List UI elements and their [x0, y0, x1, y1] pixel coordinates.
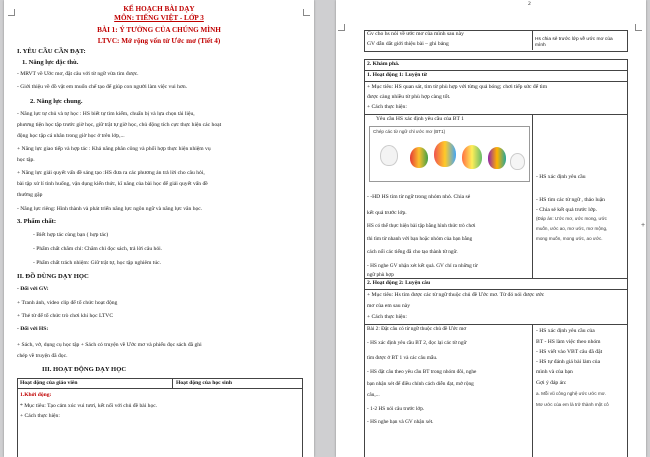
margin-corner-mark: [635, 24, 642, 31]
text-line: + Cách thực hiện:: [367, 314, 407, 320]
balloon-icon: [462, 145, 482, 169]
text-line: - HS xác định yêu cầu: [536, 174, 586, 180]
section-heading: II. ĐỒ DÙNG DẠY HỌC: [17, 273, 89, 280]
period-title: LTVC: Mở rộng vốn từ Ước mơ (Tiết 4): [97, 37, 221, 45]
text-line: được càng nhiều từ phù hợp càng tốt.: [367, 94, 451, 100]
lesson-title: BÀI 1: Ý TƯỞNG CỦA CHÚNG MÌNH: [97, 26, 221, 34]
add-page-handle-icon[interactable]: +: [641, 222, 646, 229]
text-line: - -HD HS tìm từ ngữ trong nhóm nhỏ. Chia sẻ: [367, 194, 471, 200]
text-line: mong muốn, mong ước, ao ước.: [536, 236, 603, 241]
text-line: bạn nhận xét để điều chỉnh cách diễn đạt, mở rộng: [367, 381, 474, 387]
table-divider: [364, 289, 627, 290]
text-line: - Biết hợp tác cùng bạn ( hợp tác): [33, 232, 109, 238]
text-line: động học tập cá nhân trong giờ học ở trên lớp,...: [17, 133, 125, 139]
warmup-heading: 1.Khởi động:: [20, 392, 52, 398]
text-line: - HS xác định yêu cầu BT 2, đọc lại các từ ngữ: [367, 340, 467, 346]
table-divider: [364, 278, 627, 279]
cloud-icon: [380, 145, 398, 166]
exercise-heading: Bài 2: Đặt câu có từ ngữ thuộc chủ đề Ước mơ: [367, 326, 467, 332]
subsection-heading: - Đối với HS:: [17, 326, 49, 332]
exercise-image-caption: Chép các từ ngữ chỉ ước mơ (BT1): [373, 129, 446, 134]
text-line: chép về truyện đã đọc.: [17, 353, 68, 359]
subsection-heading: 2. Năng lực chung.: [30, 98, 83, 105]
text-line: (Đáp án: Ước mơ, ước mong, ước: [536, 216, 607, 221]
text-line: Yêu cầu HS xác định yêu cầu của BT 1: [376, 116, 464, 122]
section-heading: III. HOẠT ĐỘNG DẠY HỌC: [42, 366, 127, 373]
table-divider: [172, 378, 173, 388]
text-line: + Mục tiêu: HS quan sát, tìm từ phù hợp với từng quả bóng; chơi tiếp sức để tìm: [367, 84, 548, 90]
text-line: câu,...: [367, 392, 380, 398]
section-heading: 2. Khám phá.: [367, 61, 400, 67]
activity-heading: 1. Hoạt động 1: Luyện từ: [367, 72, 427, 78]
table-divider: [532, 30, 533, 50]
text-line: + Năng lực giải quyết vấn đề sáng tạo :HS đưa ra các phương án trả lời cho câu hỏi,: [17, 170, 205, 176]
text-line: - MRVT về Ước mơ, đặt câu với từ ngữ vừa tìm được.: [17, 71, 139, 77]
text-line: * Mục tiêu: Tạo cảm xúc vui tươi, kết nối với chủ đề bài học.: [20, 403, 158, 409]
balloon-icon: [488, 147, 506, 169]
subject-title: MÔN: TIẾNG VIỆT - LỚP 3: [114, 14, 204, 22]
text-line: mơ của em sau này: [367, 303, 411, 309]
text-line: - HS tự đánh giá bài làm của: [536, 359, 601, 365]
text-line: thi tìm từ nhanh với bạn hoặc nhóm của bạn bằng: [367, 236, 473, 242]
text-line: - 1-2 HS nói câu trước lớp.: [367, 406, 425, 412]
margin-corner-mark: [338, 24, 345, 31]
subsection-heading: 3. Phẩm chất:: [17, 218, 57, 225]
text-line: - Phẩm chất chăm chỉ: Chăm chỉ đọc sách, trả lời câu hỏi.: [33, 246, 163, 252]
text-line: - HS viết vào VBT câu đã đặt: [536, 349, 603, 355]
text-line: Gợi ý đáp án:: [536, 380, 567, 386]
balloon-icon: [434, 141, 456, 167]
student-activity-text: Hs chia sẻ trước lớp về ước mơ của mình: [535, 37, 613, 48]
text-line: - Chia sẻ kết quả trước lớp.: [536, 207, 597, 213]
text-line: + Cách thực hiện:: [367, 104, 407, 110]
document-page-1: [4, 0, 314, 457]
table-divider: [364, 81, 627, 82]
text-line: Mơ ước của em là trở thành một cô: [536, 402, 609, 407]
text-line: Gv cho hs nói về ước mơ của mình sau này: [367, 31, 464, 37]
text-line: - HS tìm các từ ngữ , thảo luận: [536, 197, 605, 203]
text-line: BT - HS làm việc theo nhóm: [536, 339, 601, 345]
text-line: - Năng lực riêng: Hình thành và phát triển năng lực ngôn ngữ và năng lực văn học.: [17, 206, 203, 212]
cloud-icon: [510, 153, 525, 170]
text-line: + Cách thực hiện:: [20, 413, 60, 419]
text-line: tìm được ở BT 1 và các câu mẫu.: [367, 355, 438, 361]
table-header-student: Hoạt động của học sinh: [176, 380, 232, 386]
balloon-icon: [410, 147, 428, 168]
text-line: học tập.: [17, 157, 35, 163]
text-line: cách nối các tiếng đã cho tạo thành từ ngữ.: [367, 249, 458, 255]
text-line: - HS xác định yêu cầu của: [536, 328, 595, 334]
text-line: - Giới thiệu về đồ vật em muốn chế tạo để giúp con người làm việc vui hơn.: [17, 84, 188, 90]
text-line: + Tranh ảnh, video clip để tổ chức hoạt động: [17, 300, 118, 306]
text-line: + Năng lực giao tiếp và hợp tác : Khả năng phân công và phối hợp thực hiện nhiệm vụ: [17, 146, 211, 152]
text-line: + Thẻ từ để tổ chức trò chơi khi học LTVC: [17, 313, 114, 319]
subsection-heading: - Đối với GV:: [17, 286, 49, 292]
text-line: kết quả trước lớp.: [367, 210, 407, 216]
text-line: - HS đặt câu theo yêu cầu BT trong nhóm đôi, nghe: [367, 369, 477, 375]
exercise-image: [369, 126, 530, 182]
table-divider: [17, 388, 302, 389]
table-divider: [364, 114, 627, 115]
text-line: + Mục tiêu: Hs tìm được các từ ngữ thuộc chủ đề Ước mơ. Từ đó nói được ước: [367, 292, 545, 298]
text-line: phương tiện học tập trước giờ học, giữ trật tự giờ học, chủ động tích cực thực hiện các hoạt: [17, 122, 222, 128]
text-line: ngữ phù hợp: [367, 272, 394, 278]
plan-title: KẾ HOẠCH BÀI DẠY: [123, 5, 195, 13]
page-number: 2: [528, 1, 531, 7]
text-line: mình và của bạn: [536, 369, 573, 375]
text-line: bài tập xử lí tình huống, vận dụng kiến thức, kĩ năng của bài học để giải quyết vấn đề: [17, 181, 208, 187]
text-line: - Phẩm chất trách nhiệm: Giữ trật tự, học tập nghiêm túc.: [33, 260, 162, 266]
table-divider: [532, 324, 533, 457]
text-line: - HS nghe bạn và GV nhận xét.: [367, 419, 434, 425]
text-line: thường gặp: [17, 192, 43, 198]
table-divider: [364, 70, 627, 71]
document-page-2: [336, 0, 646, 457]
text-line: muốn, ước ao, mơ ước, mơ mộng,: [536, 226, 608, 231]
text-line: HS có thể thực hiện bài tập bằng hình thức trò chơi: [367, 223, 476, 229]
text-line: a. Mỗi vũ công nghệ ước ước mơ.: [536, 391, 607, 396]
table-divider: [364, 324, 627, 325]
text-line: - HS nghe GV nhận xét kết quả. GV chỉ ra những từ: [367, 263, 478, 269]
text-line: + Sách, vở, dụng cụ học tập + Sách có truyện về Ước mơ và phiếu đọc sách đã ghi: [17, 342, 202, 348]
table-header-teacher: Hoạt động của giáo viên: [20, 380, 78, 386]
text-line: - Năng lực tự chủ và tự học : HS biết tự tìm kiếm, chuẩn bị và lựa chọn tài liệu,: [17, 111, 195, 117]
text-line: GV dẫn dắt giới thiệu bài – ghi bảng: [367, 41, 449, 47]
table-divider: [532, 244, 533, 278]
activity-heading: 2. Hoạt động 2: Luyện câu: [367, 280, 431, 286]
subsection-heading: 1. Năng lực đặc thù.: [22, 59, 79, 66]
section-heading: I. YÊU CẦU CẦN ĐẠT:: [17, 48, 86, 55]
table-divider: [532, 114, 533, 244]
